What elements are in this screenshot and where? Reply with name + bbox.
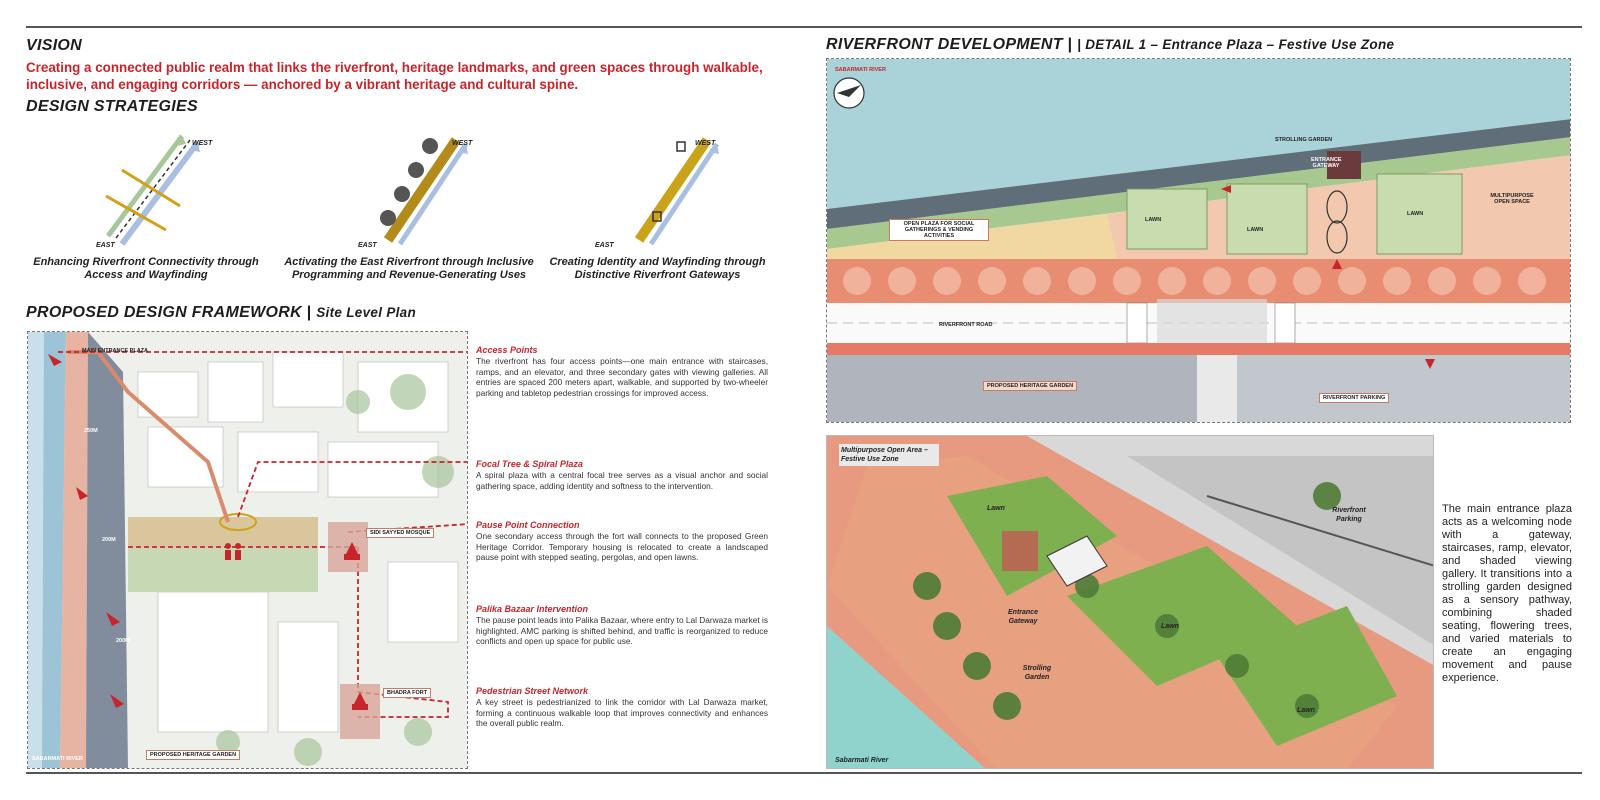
note-title: Access Points <box>476 345 538 355</box>
note-body: One secondary access through the fort wall connects to the proposed Green Heritage Corridor. Temporary housing is relocated to create a landscaped pause point with stepped seating, pergolas, and open lawns. <box>476 531 768 563</box>
strolling-garden-label: Strolling Garden <box>1022 665 1052 681</box>
entrance-plaza-isometric <box>826 435 1434 769</box>
design-strategies-title: DESIGN STRATEGIES <box>26 98 198 115</box>
gateway-label: Entrance Gateway <box>1008 609 1038 625</box>
river-label: Sabarmati River <box>835 757 889 764</box>
distance-label: 200M <box>102 537 116 543</box>
note-title: Palika Bazaar Intervention <box>476 604 589 614</box>
west-label: WEST <box>452 140 473 147</box>
east-label: EAST <box>595 242 614 249</box>
note-body: A spiral plaza with a central focal tree serves as a visual anchor and social gathering space, adding identity and softness to the intervention. <box>476 470 768 491</box>
fort-label: BHADRA FORT <box>383 688 431 698</box>
open-plaza-label: OPEN PLAZA FOR SOCIAL GATHERINGS & VENDING ACTIVITIES <box>889 219 989 241</box>
gateway-label: ENTRANCE GATEWAY <box>1311 157 1342 169</box>
vision-title: VISION <box>26 37 83 54</box>
bottom-rule <box>26 772 1582 774</box>
lawn-label: Lawn <box>1297 707 1315 714</box>
note-body: The riverfront has four access points—one main entrance with staircases, ramps, and an elevator, and three secondary gates with viewing galleries. All entries are spaced 200 meters apart, walkable, and supported by two-wheeler parking and tabletop pedestrian crossings for improved access. <box>476 356 768 398</box>
distance-label: 200M <box>116 638 130 644</box>
east-label: EAST <box>358 242 377 249</box>
plan-drawing <box>827 59 1571 423</box>
strategy-caption: Creating Identity and Wayfinding through Distinctive Riverfront Gateways <box>549 256 766 281</box>
east-label: EAST <box>96 242 115 249</box>
site-plan-map <box>27 331 468 769</box>
strategy-activation <box>284 126 534 286</box>
lawn-label: LAWN <box>1407 211 1424 217</box>
framework-title-text: PROPOSED DESIGN FRAMEWORK <box>26 304 302 321</box>
river-label: SABARMATI RIVER <box>32 756 83 762</box>
heritage-garden-label: PROPOSED HERITAGE GARDEN <box>146 750 240 760</box>
distance-label: 250M <box>84 428 98 434</box>
note-access-points <box>476 345 768 398</box>
parking-label: Riverfront Parking <box>1332 507 1366 523</box>
note-title: Pause Point Connection <box>476 520 580 530</box>
note-focal-tree <box>476 459 768 491</box>
road-label: RIVERFRONT ROAD <box>939 322 993 328</box>
framework-title: PROPOSED DESIGN FRAMEWORK | Site Level Plan <box>26 304 417 321</box>
top-rule <box>26 26 1582 28</box>
note-pause-point <box>476 520 768 563</box>
strategy-connectivity <box>26 126 266 286</box>
entrance-plaza-plan <box>826 58 1571 423</box>
main-entrance-label: MAIN ENTRANCE PLAZA <box>82 348 148 354</box>
note-pedestrian-street <box>476 686 768 729</box>
riverfront-title: RIVERFRONT DEVELOPMENT | | DETAIL 1 – Entrance Plaza – Festive Use Zone <box>826 36 1395 53</box>
note-title: Pedestrian Street Network <box>476 686 589 696</box>
multipurpose-space-label: MULTIPURPOSE OPEN SPACE <box>1490 193 1534 205</box>
vision-statement: Creating a connected public realm that links the riverfront, heritage landmarks, and green spaces through walkable, inclusive, and engaging corridors — anchored by a vibrant heritage and cultural spine. <box>26 60 763 92</box>
note-body: A key street is pedestrianized to link the corridor with Lal Darwaza market, forming a continuous walkable loop that improves connectivity and enhances the overall public realm. <box>476 697 768 729</box>
isometric-drawing <box>827 436 1434 769</box>
west-label: WEST <box>192 140 213 147</box>
lawn-label: LAWN <box>1247 227 1264 233</box>
note-title: Focal Tree & Spiral Plaza <box>476 459 583 469</box>
framework-subtitle: Site Level Plan <box>316 305 417 320</box>
west-label: WEST <box>695 140 716 147</box>
riverfront-title-text: RIVERFRONT DEVELOPMENT <box>826 36 1063 53</box>
lawn-label: Lawn <box>1161 623 1179 630</box>
river-label: SABARMATI RIVER <box>835 67 886 73</box>
zone-label: Multipurpose Open Area – Festive Use Zone <box>839 444 939 466</box>
note-palika-bazaar <box>476 604 768 647</box>
heritage-garden-label: PROPOSED HERITAGE GARDEN <box>983 381 1077 391</box>
lawn-label: Lawn <box>987 505 1005 512</box>
strolling-garden-label: STROLLING GARDEN <box>1275 137 1333 143</box>
lawn-label: LAWN <box>1145 217 1162 223</box>
entrance-plaza-description: The main entrance plaza acts as a welcoming node with a gateway, staircases, ramp, elevator, and shaded viewing gallery. It transitions into a strolling garden designed as a sensory pathway, combining shaded seating, flowering trees, and varied materials to create an engaging movement and pause experience. <box>1442 503 1572 684</box>
mosque-label: SIDI SAYYED MOSQUE <box>366 528 434 538</box>
parking-label: RIVERFRONT PARKING <box>1319 393 1389 403</box>
strategy-identity <box>535 126 780 286</box>
strategy-caption: Enhancing Riverfront Connectivity through Access and Wayfinding <box>33 256 259 281</box>
riverfront-subtitle: | DETAIL 1 – Entrance Plaza – Festive Use Zone <box>1077 37 1395 52</box>
strategy-caption: Activating the East Riverfront through Inclusive Programming and Revenue-Generating Uses <box>284 256 534 281</box>
site-plan-drawing <box>28 332 468 769</box>
note-body: The pause point leads into Palika Bazaar, where entry to Lal Darwaza market is highlighted. AMC parking is shifted behind, and traffic is reorganized to reduce conflicts and open up space for public use. <box>476 615 768 647</box>
